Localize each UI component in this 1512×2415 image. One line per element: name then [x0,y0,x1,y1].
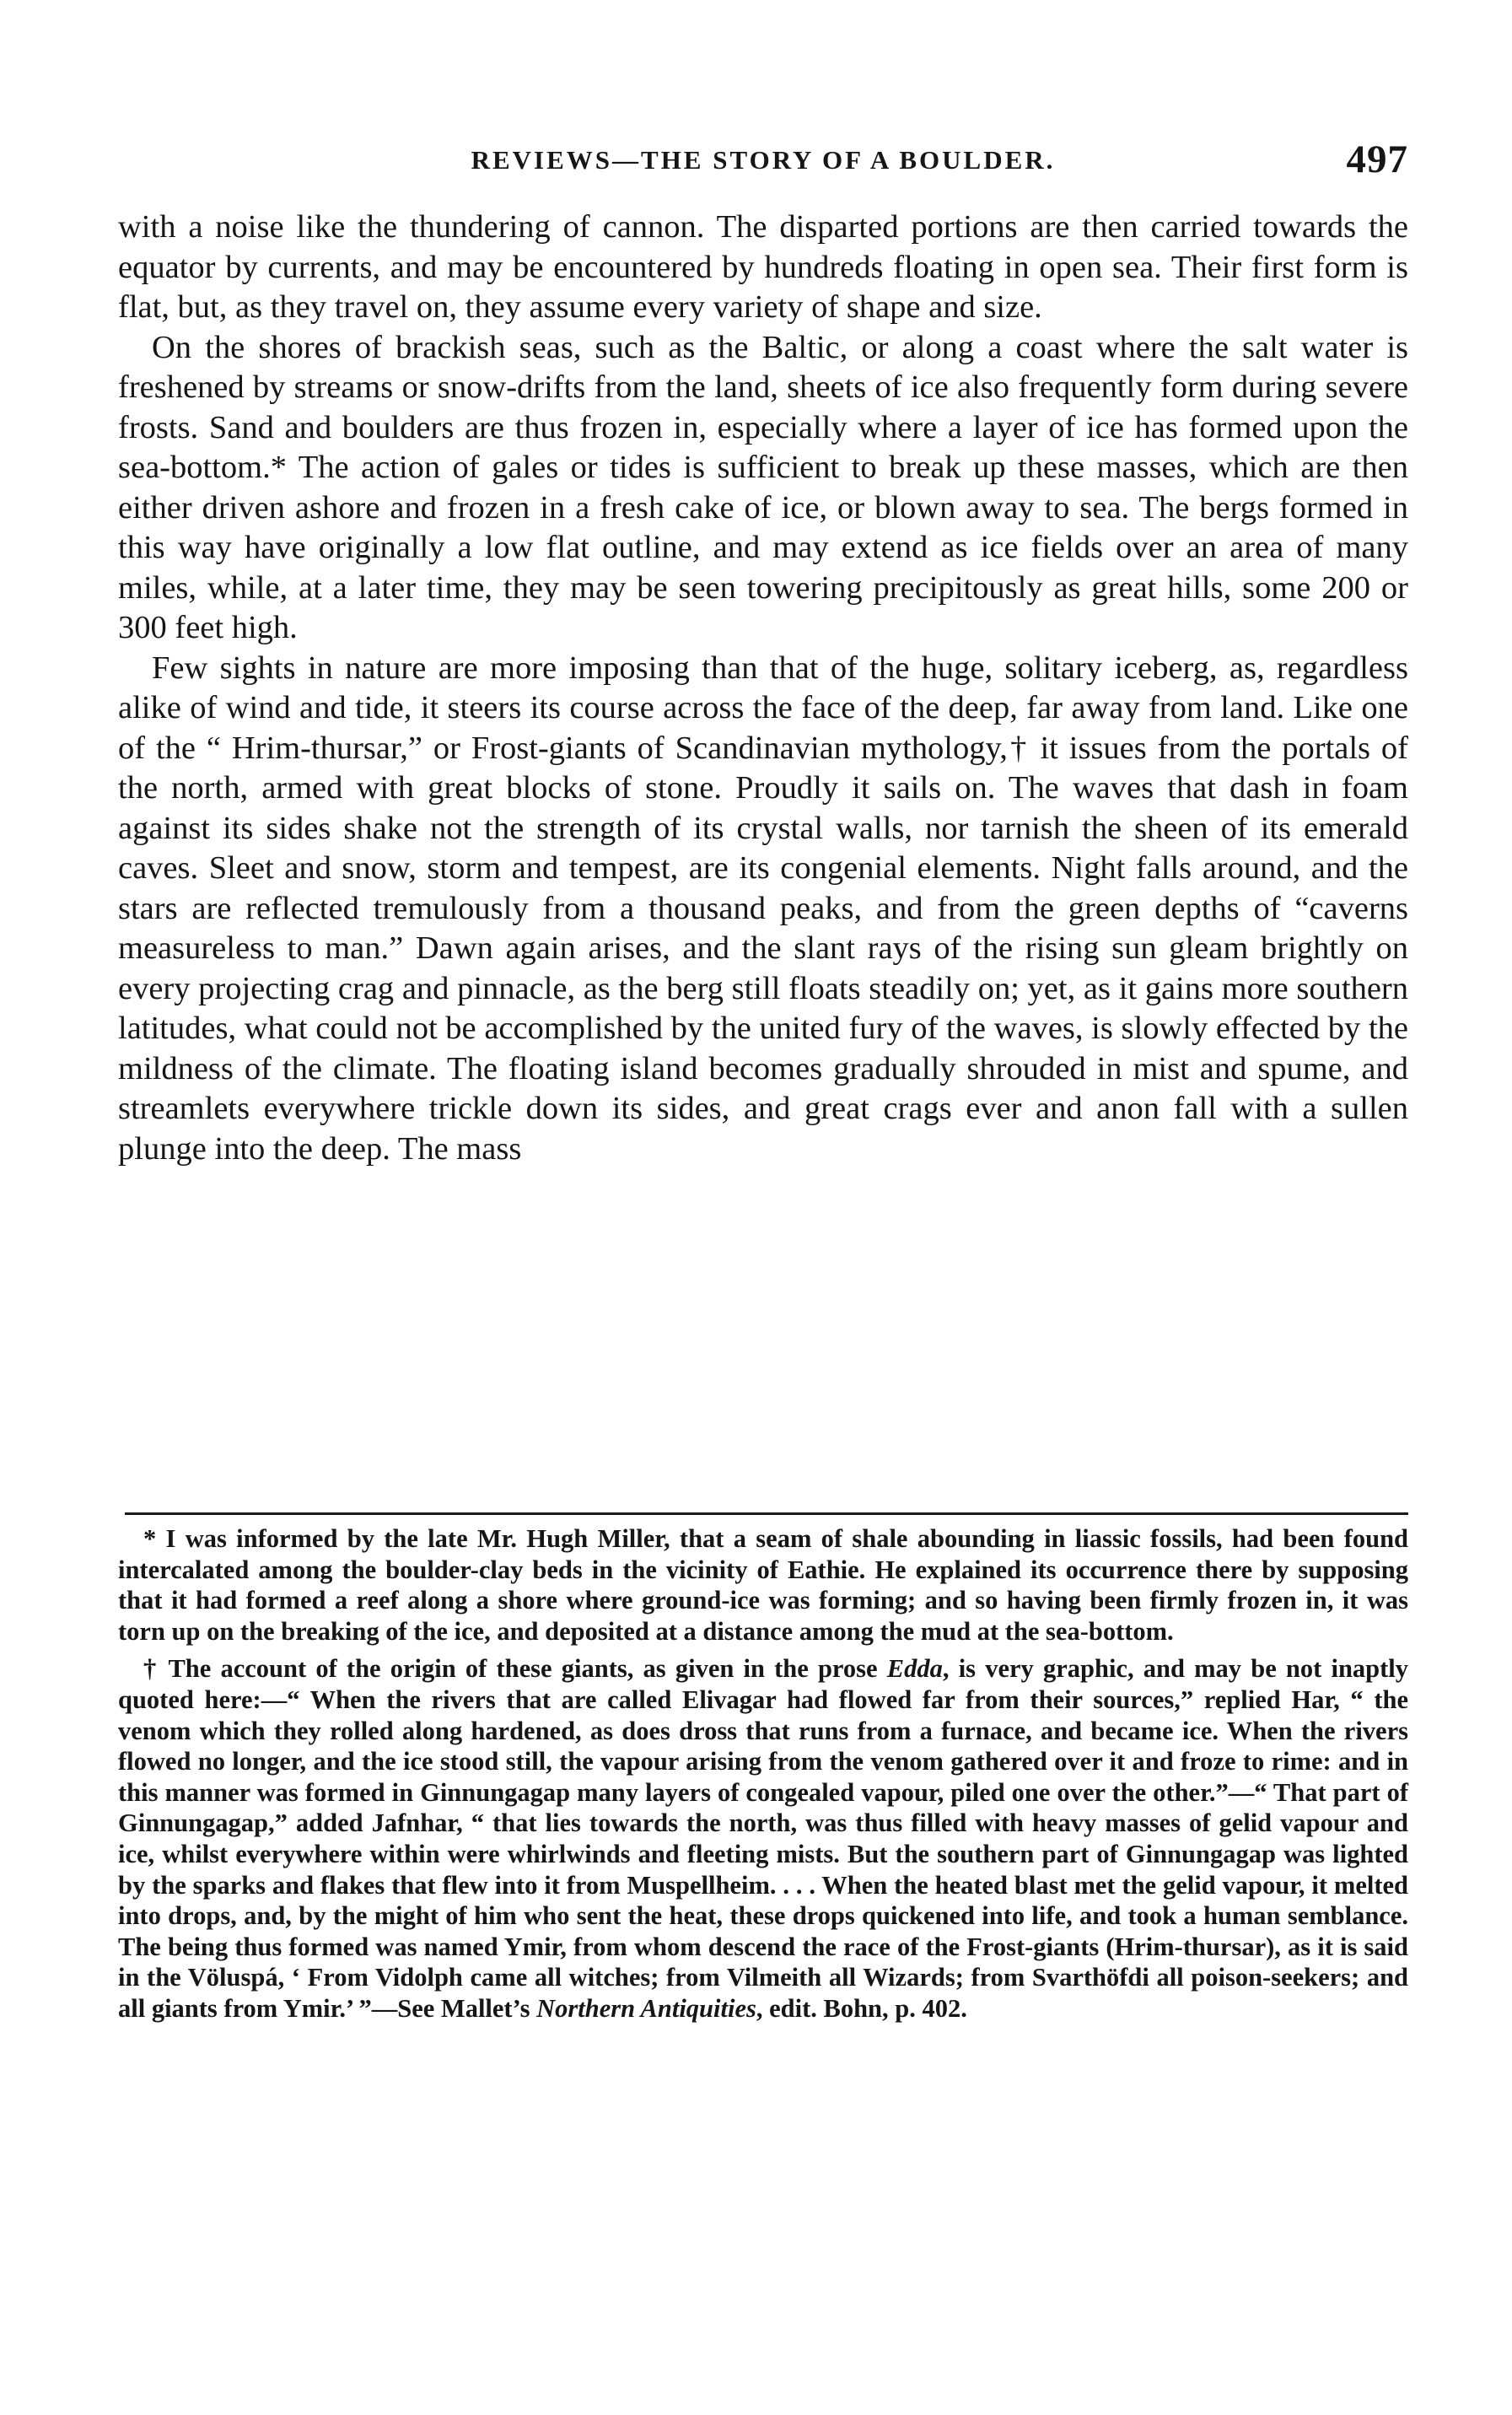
footnote-hugh-miller: * I was informed by the late Mr. Hugh Miller, that a seam of shale abounding in liassic fossils, had been found intercalated among the boulder-clay beds in the vicinity of Eathie. He explained its occurrence there by supposing that it had formed a reef along a shore where ground-ice was forming; and so having been firmly frozen in, it was torn up on the breaking of the ice, and deposited at a distance among the mud at the sea-bottom. [118,1524,1408,1646]
paragraph-iceberg: Few sights in nature are more imposing than that of the huge, solitary iceberg, as, regardless alike of wind and tide, it steers its course across the face of the deep, far away from land. Like one of the “ Hrim-thursar,” or Frost-giants of Scandinavian mythology,† it issues from the portals of the north, armed with great blocks of stone. Proudly it sails on. The waves that dash in foam against its sides shake not the strength of its crystal walls, nor tarnish the sheen of its emerald caves. Sleet and snow, storm and tempest, are its congenial elements. Night falls around, and the stars are reflected tremulously from a thousand peaks, and from the green depths of “caverns measureless to man.” Dawn again arises, and the slant rays of the rising sun gleam brightly on every projecting crag and pinnacle, as the berg still floats steadily on; yet, as it gains more southern latitudes, what could not be accomplished by the united fury of the waves, is slowly effected by the mildness of the climate. The floating island becomes gradually shrouded in mist and spume, and streamlets everywhere trickle down its sides, and great crags ever and anon fall with a sullen plunge into the deep. The mass [118,650,1408,1167]
paragraph-brackish-seas: On the shores of brackish seas, such as the Baltic, or along a coast where the salt water is freshened by streams or snow-drifts from the land, sheets of ice also frequently form during severe frosts. Sand and boulders are thus frozen in, especially where a layer of ice has formed upon the sea-bottom.* The action of gales or tides is sufficient to break up these masses, which are then either driven ashore and frozen in a fresh cake of ice, or blown away to sea. The bergs formed in this way have originally a low flat outline, and may extend as ice fields over an area of many miles, while, at a later time, they may be seen towering precipitously as great hills, some 200 or 300 feet high. [118,329,1408,645]
edda-title: Edda [886,1654,943,1684]
footnote-edda-text-end: , edit. Bohn, p. 402. [756,1993,967,2023]
paragraph-continuation: with a noise like the thundering of cannon. The disparted portions are then carried towards the equator by currents, and may be encountered by hundreds floating in open sea. Their first form is flat, but, as they travel on, they assume every variety of shape and size. [118,209,1408,325]
northern-antiquities-title: Northern Antiquities [536,1993,756,2023]
page-header [118,137,1408,187]
footnote-divider [125,1512,1408,1515]
main-text [118,208,1408,1169]
footnote-edda [118,1653,1408,2024]
page-number: 497 [1346,137,1408,181]
footnote-edda-text-main: , is very graphic, and may be not inaptly quoted here:—“ When the rivers that are called Elivagar had flowed far from their sources,” replied Har, “ the venom which they rolled along hardened, as does dross that runs from a furnace, and became ice. When the rivers flowed no longer, and the ice stood still, the vapour arising from the venom gathered over it and froze to rime: and in this manner was formed in Ginnungagap many layers of congealed vapour, piled one over the other.”—“ That part of Ginnungagap,” added Jafnhar, “ that lies towards the north, was thus filled with heavy masses of gelid vapour and ice, whilst everywhere within were whirlwinds and fleeting mists. But the southern part of Ginnungagap was lighted by the sparks and flakes that flew into it from Muspellheim. . . . When the heated blast met the gelid vapour, it melted into drops, and, by the might of him who sent the heat, these drops quickened into life, and took a human semblance. The being thus formed was named Ymir, from whom descend the race of the Frost-giants (Hrim-thursar), as it is said in the Völuspá, ‘ From Vidolph came all witches; from Vilmeith all Wizards; from Svarthöfdi all poison-seekers; and all giants from Ymir.’ ”—See Mallet’s [118,1654,1409,2023]
footnote-edda-text-start: † The account of the origin of these giants, as given in the prose [143,1654,887,1684]
running-head: REVIEWS—THE STORY OF A BOULDER. [471,145,1056,175]
footnotes [118,1523,1408,2031]
